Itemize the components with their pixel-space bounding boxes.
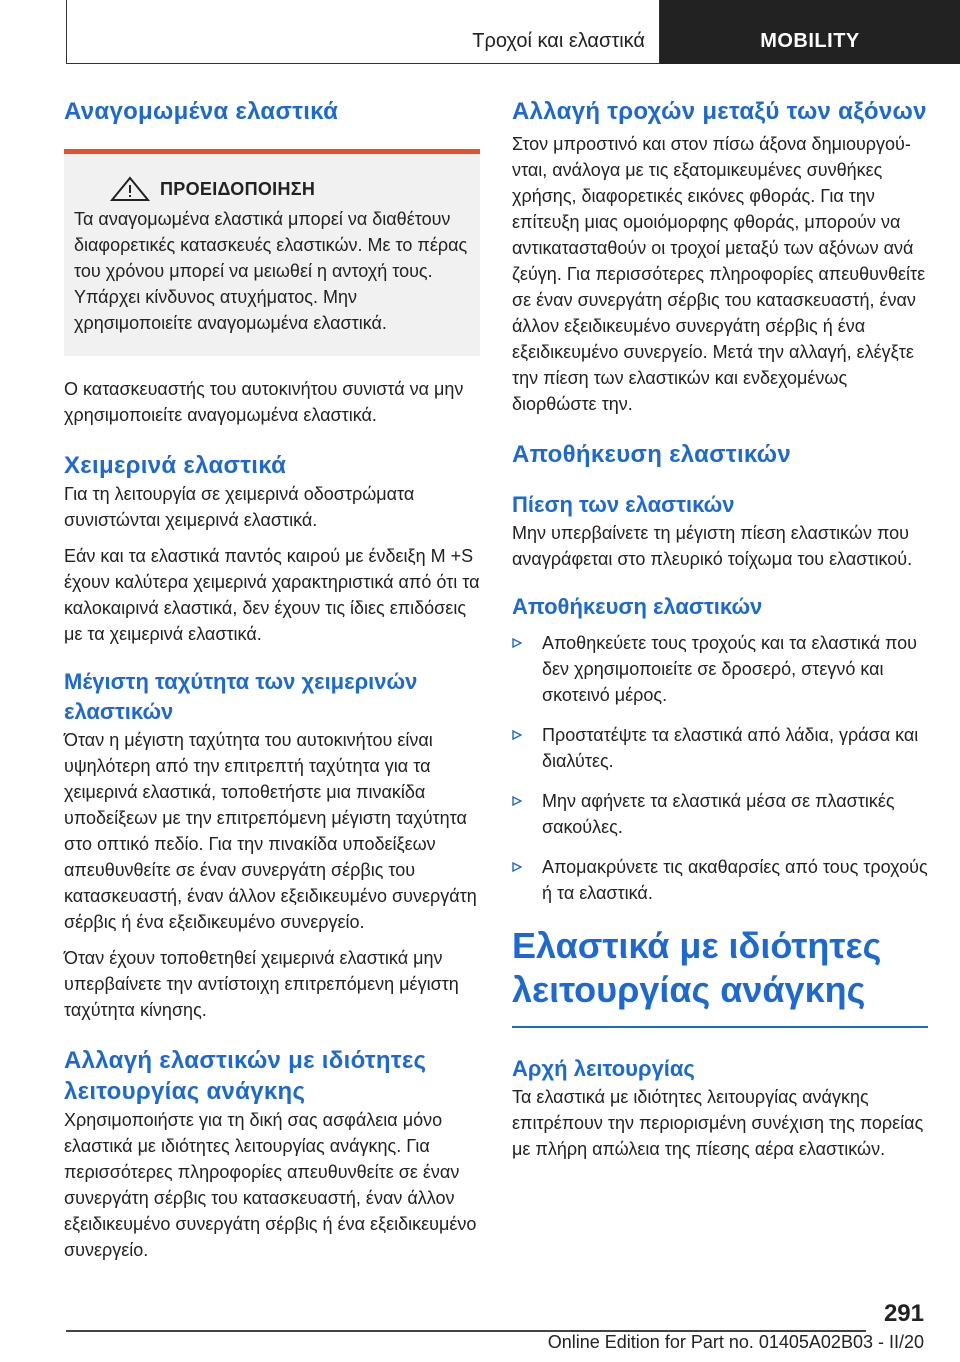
triangle-bullet-icon <box>512 730 522 740</box>
header-section-box <box>66 0 660 64</box>
list-item-text: Προστατέψτε τα ελαστικά από λάδια, γράσα και διαλύτες. <box>542 725 919 771</box>
paragraph-principle: Τα ελαστικά με ιδιότητες λειτουργίας ανάγκης επιτρέπουν την περιορισμένη συνέχιση της πορείας με πλήρη απώλεια της πίεσης αέρα ελαστικών. <box>512 1086 924 1159</box>
warning-text: Τα αναγομωμένα ελαστικά μπορεί να διαθέτουν διαφορετικές κατασκευές ελαστικών. Με το πέρας του χρόνου μπορεί να μειωθεί η αντοχή τους. Υπάρχει κίνδυνος ατυχήματος. Μην χρησιμοποιείτε αναγομωμένα ελαστικά. <box>74 209 468 333</box>
list-item-text: Αποθηκεύετε τους τροχούς και τα ελαστικά που δεν χρησιμοποιείτε σε δροσερό, στεγνό και σκοτεινό μέρος. <box>542 633 918 705</box>
header-section-title: Τροχοί και ελαστικά <box>472 30 645 52</box>
heading-retread: Αναγομωμένα ελαστικά <box>64 98 339 125</box>
edition-note: Online Edition for Part no. 01405A02B03 - II/20 <box>547 1332 924 1352</box>
page-number: 291 <box>883 1300 924 1327</box>
triangle-bullet-icon <box>512 638 522 648</box>
heading-principle: Αρχή λειτουργίας <box>512 1055 695 1081</box>
paragraph-runflat-change: Χρησιμοποιήστε για τη δική σας ασφάλεια μόνο ελαστικά με ιδιότητες λειτουργίας ανάγκης. Για περισσότερες πληροφορίες απευθυνθείτε σε έναν συνεργάτη σέρβις του κατασκευαστή, έναν άλλον εξειδικευμένο συνεργάτη σέρβις ή ένα εξειδικευμένο συνεργείο. <box>64 1110 477 1260</box>
heading-runflat-change: Αλλαγή ελαστικών με ιδιότητες λειτουργίας ανάγκης <box>64 1047 427 1105</box>
header-chapter-label: MOBILITY <box>760 30 860 52</box>
triangle-bullet-icon <box>512 796 522 806</box>
heading-winter: Χειμερινά ελαστικά <box>64 452 287 479</box>
list-item <box>512 788 928 840</box>
heading-rotate: Αλλαγή τροχών μεταξύ των αξόνων <box>512 98 927 125</box>
paragraph-retread: Ο κατασκευαστής του αυτοκινήτου συνιστά να μην χρησιμοποιείτε αναγομωμένα ελαστικά. <box>64 379 464 425</box>
triangle-bullet-icon <box>512 862 522 872</box>
paragraph-winter-1: Για τη λειτουργία σε χειμερινά οδοστρώματα συνιστώνται χειμερινά ελαστικά. <box>64 484 415 530</box>
heading-runflat: Ελαστικά με ιδιότητες λειτουργίας ανάγκης <box>512 925 882 1010</box>
paragraph-max-speed-2: Όταν έχουν τοποθετηθεί χειμερινά ελαστικά μην υπερβαίνετε την αντίστοιχη επιτρεπόμενη μέγιστη ταχύτητα κίνησης. <box>64 948 459 1020</box>
heading-max-speed: Μέγιστη ταχύτητα των χειμερινών ελαστικών <box>64 669 418 724</box>
warning-label: ΠΡΟΕΙΔΟΠΟΙΗΣΗ <box>160 178 316 199</box>
list-item <box>512 854 928 906</box>
paragraph-pressure: Μην υπερβαίνετε τη μέγιστη πίεση ελαστικών που αναγράφεται στο πλευρικό τοίχωμα του ελαστικού. <box>512 523 913 569</box>
storage-list <box>512 630 928 906</box>
list-item-text: Απομακρύνετε τις ακαθαρσίες από τους τροχούς ή τα ελαστικά. <box>542 857 928 903</box>
paragraph-winter-2: Εάν και τα ελαστικά παντός καιρού με ένδειξη M +S έχουν καλύτερα χειμερινά χαρακτηριστικά από ότι τα καλοκαιρινά ελαστικά, δεν έχουν τις ίδιες επιδόσεις με τα χειμερινά ελαστικά. <box>64 546 480 644</box>
list-item-text: Μην αφήνετε τα ελαστικά μέσα σε πλαστικές σακούλες. <box>542 791 895 837</box>
right-column <box>512 96 928 1162</box>
heading-pressure: Πίεση των ελαστικών <box>512 492 735 517</box>
page-header <box>0 0 960 64</box>
list-item <box>512 630 928 708</box>
heading-storage-sub: Αποθήκευση ελαστικών <box>512 594 763 619</box>
paragraph-max-speed-1: Όταν η μέγιστη ταχύτητα του αυτοκινήτου είναι υψηλότερη από την επιτρεπτή ταχύτητα για τα χειμερινά ελαστικά, τοποθετήστε μια πινακίδα υποδείξεων με την επιτρεπόμενη μέγιστη ταχύτητα στο οπτικό πεδίο. Για την πινακίδα υποδείξεων απευθυνθείτε σε έναν συνεργάτη σέρβις του κατασκευαστή, έναν άλλον εξειδικευμένο συνεργάτη σέρβις ή ένα εξειδικευμένο συνεργείο. <box>64 730 477 932</box>
warning-triangle-icon <box>110 176 150 202</box>
header-chapter-tab[interactable] <box>660 0 960 64</box>
list-item <box>512 722 928 774</box>
paragraph-rotate: Στον μπροστινό και στον πίσω άξονα δημιουργούνται, ανάλογα με τις εξατομικευμένες συνθήκες χρήσης, διαφορετικές εικόνες φθοράς. Για την επίτευξη μιας ομοιόμορφης φθοράς, μπορούν να αντικατασταθούν οι τροχοί μεταξύ των αξόνων ανά ζεύγη. Για περισσότερες πληροφορίες απευθυνθείτε σε έναν συνεργάτη σέρβις του κατασκευαστή, έναν άλλον εξειδικευμένο συνεργάτη σέρβις ή ένα εξειδικευμένο συνεργείο. Μετά την αλλαγή, ελέγξτε την πίεση των ελαστικών και ενδεχομένως διορθώστε την. <box>512 134 926 414</box>
warning-box <box>64 149 480 356</box>
heading-storage: Αποθήκευση ελαστικών <box>512 441 792 468</box>
warning-header <box>74 176 470 202</box>
section-divider <box>512 1026 928 1028</box>
left-column <box>64 96 480 1263</box>
